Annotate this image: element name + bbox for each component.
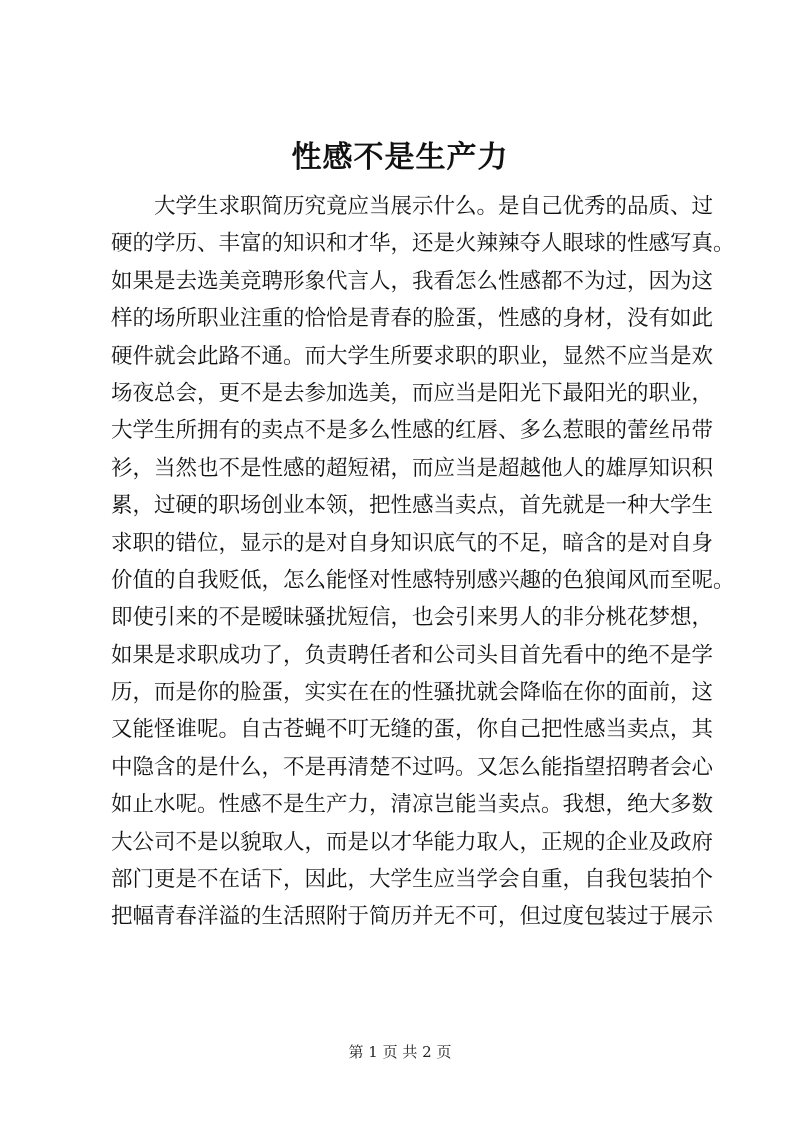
body-line: 如果是去选美竞聘形象代言人，我看怎么性感都不为过，因为这	[111, 268, 714, 294]
body-line: 部门更是不在话下，因此，大学生应当学会自重，自我包装拍个	[111, 867, 714, 893]
body-line: 中隐含的是什么，不是再清楚不过吗。又怎么能指望招聘者会心	[111, 754, 714, 780]
body-line: 把幅青春洋溢的生活照附于简历并无不可，但过度包装过于展示	[111, 904, 714, 930]
page-footer	[0, 1042, 800, 1062]
body-line: 衫，当然也不是性感的超短裙，而应当是超越他人的雄厚知识积	[111, 455, 714, 481]
body-line: 价值的自我贬低，怎么能怪对性感特别感兴趣的色狼闻风而至呢。	[111, 567, 735, 593]
body-line: 大学生求职简历究竟应当展示什么。是自己优秀的品质、过	[154, 194, 714, 219]
body-line: 硬件就会此路不通。而大学生所要求职的职业，显然不应当是欢	[111, 343, 714, 369]
body-line: 历，而是你的脸蛋，实实在在的性骚扰就会降临在你的面前，这	[111, 680, 714, 706]
body-line: 场夜总会，更不是去参加选美，而应当是阳光下最阳光的职业，	[111, 380, 714, 406]
body-line: 即使引来的不是暧昧骚扰短信，也会引来男人的非分桃花梦想，	[111, 605, 714, 631]
body-line: 如止水呢。性感不是生产力，清凉岂能当卖点。我想，绝大多数	[111, 792, 714, 818]
page-number: 第 1 页 共 2 页	[348, 1043, 452, 1061]
body-line: 累，过硬的职场创业本领，把性感当卖点，首先就是一种大学生	[111, 493, 714, 519]
document-body	[111, 188, 735, 936]
body-line: 大学生所拥有的卖点不是多么性感的红唇、多么惹眼的蕾丝吊带	[111, 418, 714, 444]
body-line: 如果是求职成功了，负责聘任者和公司头目首先看中的绝不是学	[111, 642, 714, 668]
document-title: 性感不是生产力	[291, 140, 509, 175]
body-line: 求职的错位，显示的是对自身知识底气的不足，暗含的是对自身	[111, 530, 714, 556]
body-line: 样的场所职业注重的恰恰是青春的脸蛋，性感的身材，没有如此	[111, 306, 714, 332]
body-line: 大公司不是以貌取人，而是以才华能力取人，正规的企业及政府	[111, 829, 714, 855]
body-line: 又能怪谁呢。自古苍蝇不叮无缝的蛋，你自己把性感当卖点，其	[111, 717, 714, 743]
body-line: 硬的学历、丰富的知识和才华，还是火辣辣夺人眼球的性感写真。	[111, 231, 735, 257]
